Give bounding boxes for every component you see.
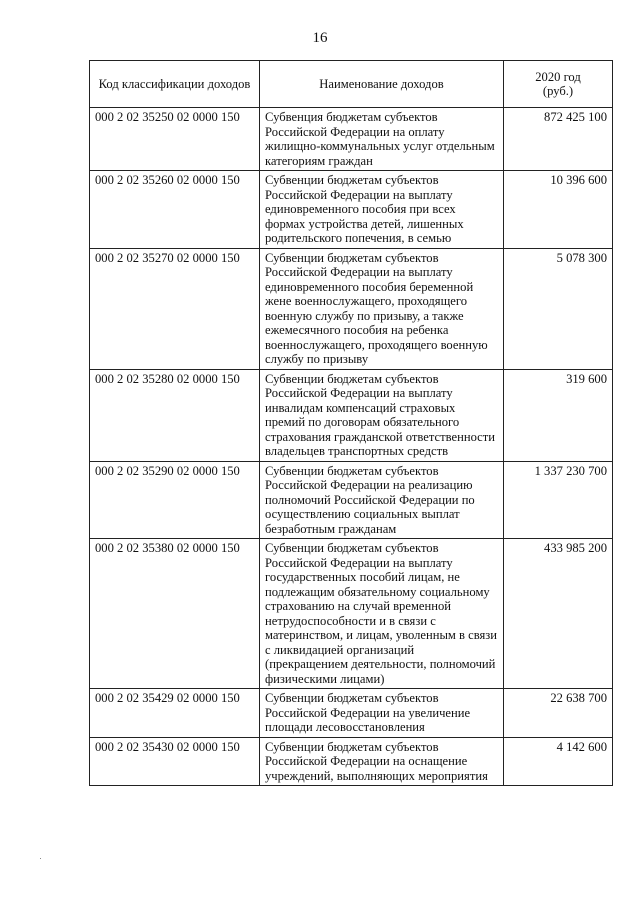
header-name: Наименование доходов (260, 61, 504, 108)
table-row (90, 737, 613, 786)
header-amount (504, 61, 613, 108)
row-code: 000 2 02 35250 02 0000 150 (90, 108, 260, 171)
row-code: 000 2 02 35380 02 0000 150 (90, 539, 260, 689)
row-amount: 4 142 600 (504, 737, 613, 786)
table-row (90, 171, 613, 249)
scan-speck (40, 858, 41, 859)
row-name: Субвенции бюджетам субъектов Российской Федерации на выплату государственных пособий лицам, не подлежащим обязательному социальному страхованию на случай временной нетрудоспособности и в связи с материнством, и лицам, уволенным в связи с ликвидацией организаций (прекращением деятельности, полномочий физическими лицами) (260, 539, 504, 689)
row-name: Субвенции бюджетам субъектов Российской Федерации на увеличение площади лесовосстановления (260, 689, 504, 738)
row-amount: 10 396 600 (504, 171, 613, 249)
table-row (90, 689, 613, 738)
row-amount: 319 600 (504, 369, 613, 461)
table-row (90, 108, 613, 171)
row-name: Субвенции бюджетам субъектов Российской Федерации на выплату единовременного пособия беременной жене военнослужащего, проходящего военную службу по призыву, а также ежемесячного пособия на ребенка военнослужащего, проходящего военную службу по призыву (260, 248, 504, 369)
header-code: Код классификации доходов (90, 61, 260, 108)
row-name: Субвенции бюджетам субъектов Российской Федерации на реализацию полномочий Российской Федерации по осуществлению социальных выплат безработным гражданам (260, 461, 504, 539)
table-row (90, 461, 613, 539)
row-code: 000 2 02 35290 02 0000 150 (90, 461, 260, 539)
table-row (90, 539, 613, 689)
row-code: 000 2 02 35260 02 0000 150 (90, 171, 260, 249)
row-code: 000 2 02 35270 02 0000 150 (90, 248, 260, 369)
row-amount: 1 337 230 700 (504, 461, 613, 539)
row-name: Субвенции бюджетам субъектов Российской Федерации на выплату инвалидам компенсаций страховых премий по договорам обязательного страхования гражданской ответственности владельцев транспортных средств (260, 369, 504, 461)
table-row (90, 369, 613, 461)
row-amount: 5 078 300 (504, 248, 613, 369)
row-name: Субвенции бюджетам субъектов Российской Федерации на оснащение учреждений, выполняющих мероприятия (260, 737, 504, 786)
header-amount-year: 2020 год (535, 69, 581, 84)
row-name: Субвенция бюджетам субъектов Российской Федерации на оплату жилищно-коммунальных услуг отдельным категориям граждан (260, 108, 504, 171)
income-table (89, 60, 613, 786)
table-header-row (90, 61, 613, 108)
row-code: 000 2 02 35280 02 0000 150 (90, 369, 260, 461)
row-code: 000 2 02 35429 02 0000 150 (90, 689, 260, 738)
row-amount: 433 985 200 (504, 539, 613, 689)
row-amount: 872 425 100 (504, 108, 613, 171)
page-number: 16 (312, 30, 328, 46)
header-amount-unit: (руб.) (542, 84, 574, 98)
row-code: 000 2 02 35430 02 0000 150 (90, 737, 260, 786)
table-row (90, 248, 613, 369)
row-amount: 22 638 700 (504, 689, 613, 738)
row-name: Субвенции бюджетам субъектов Российской Федерации на выплату единовременного пособия при всех формах устройства детей, лишенных родительского попечения, в семью (260, 171, 504, 249)
